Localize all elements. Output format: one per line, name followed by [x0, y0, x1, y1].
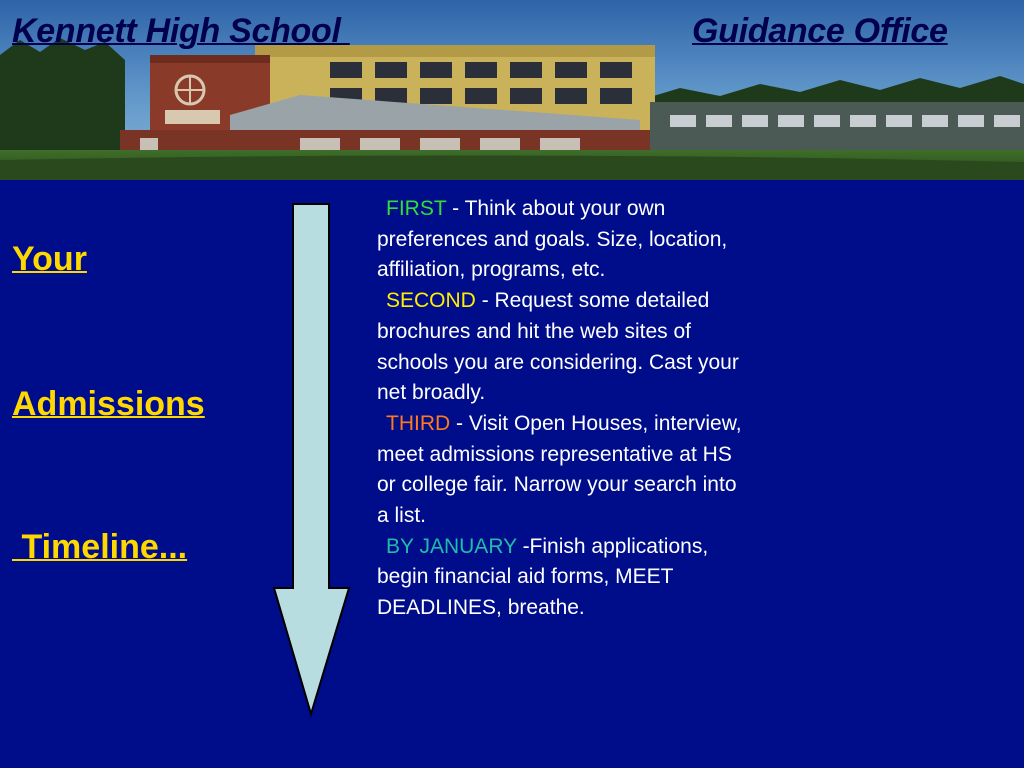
step-by-january	[377, 532, 742, 624]
banner-left-title: Kennett High School	[12, 12, 350, 50]
heading-your: Your	[12, 240, 87, 278]
heading-timeline: Timeline...	[12, 528, 188, 566]
step-first-label: FIRST	[386, 197, 447, 220]
banner	[0, 0, 1024, 180]
banner-right-title: Guidance Office	[692, 12, 948, 50]
step-third	[377, 409, 742, 532]
steps-list	[377, 194, 742, 624]
heading-admissions: Admissions	[12, 385, 205, 423]
step-second	[377, 286, 742, 409]
step-second-label: SECOND	[386, 289, 476, 313]
step-third-label: THIRD	[386, 411, 451, 435]
step-by-january-text: -Finish applications, begin financial aid forms, MEET DEADLINES, breathe.	[377, 534, 709, 620]
step-first	[377, 194, 742, 286]
step-third-text: - Visit Open Houses, interview, meet admissions representative at HS or college fair. Narrow your search into a list.	[377, 411, 742, 528]
step-second-text: - Request some detailed brochures and hit the web sites of schools you are considering. Cast your net broadly.	[377, 289, 739, 405]
step-first-text: - Think about your own preferences and goals. Size, location, affiliation, programs, etc.	[377, 197, 728, 282]
down-arrow-icon	[272, 202, 352, 718]
step-by-january-label: BY JANUARY	[386, 534, 517, 558]
